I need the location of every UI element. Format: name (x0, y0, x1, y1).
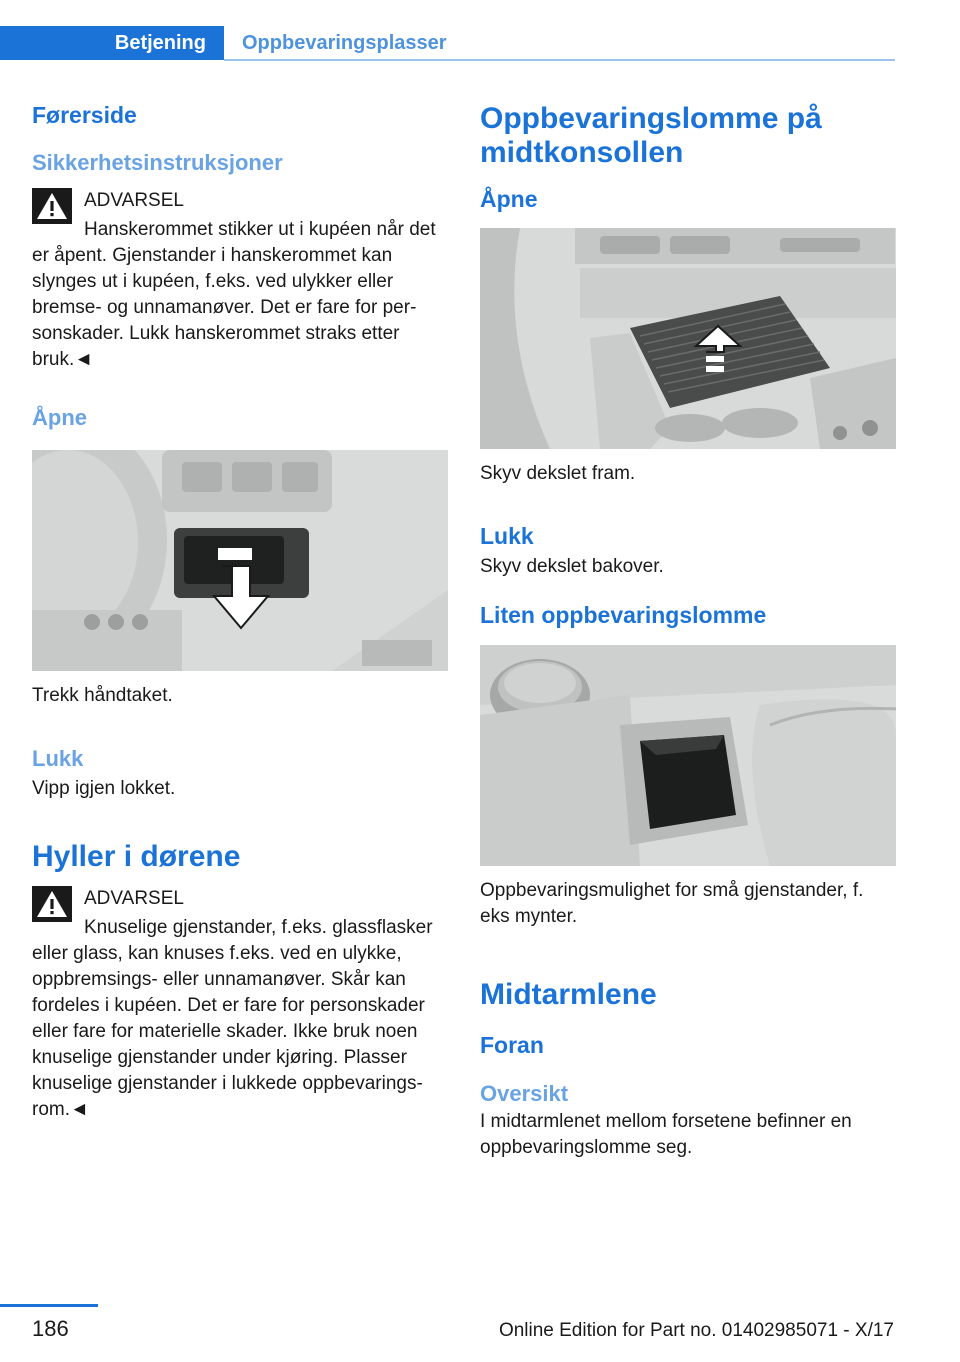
caption-small-items: Oppbevaringsmulighet for små gjenstander, f. eks mynter. (480, 880, 864, 927)
warning-text: Hanskerommet stikker ut i kupéen når det er åpent. Gjenstander i hanskerommet kan slynges ut i kupéen, f.eks. ved ulykker eller bremse- og unnamanøver. Det er fare for personskader. Lukk hanskerommet straks etter bruk.◄ (32, 219, 436, 370)
heading-open: Åpne (480, 186, 538, 212)
heading-overview: Oversikt (480, 1081, 569, 1106)
left-column (32, 96, 448, 1123)
text-close: Skyv dekslet bakover. (480, 556, 664, 577)
small-compartment-photo (480, 645, 896, 866)
footer-rule (0, 1304, 98, 1307)
heading-small-compartment: Liten oppbevaringslomme (480, 602, 767, 628)
edition-text: Online Edition for Part no. 01402985071 - X/17 (498, 1320, 894, 1341)
heading-door-shelves: Hyller i dørene (32, 840, 241, 873)
center-console-photo (480, 228, 896, 449)
heading-driver-side: Førerside (32, 102, 137, 128)
tab-betjening[interactable]: Betjening (0, 26, 224, 60)
heading-open: Åpne (32, 405, 87, 430)
heading-center-console: Oppbevaringslomme på midtkonsollen (480, 102, 822, 169)
caption-pull-handle: Trekk håndtaket. (32, 685, 173, 706)
text-close: Vipp igjen lokket. (32, 778, 176, 799)
warning-fragile (32, 886, 448, 1123)
warning-title: ADVARSEL (84, 888, 184, 909)
warning-title: ADVARSEL (84, 190, 184, 211)
glovebox-photo (32, 450, 448, 671)
header-tabs (0, 0, 895, 60)
caption-push-cover: Skyv dekslet fram. (480, 463, 636, 484)
text-overview: I midtarmlenet mellom forsetene befinner en oppbevaringslomme seg. (480, 1111, 852, 1158)
heading-front: Foran (480, 1032, 544, 1058)
heading-close: Lukk (32, 746, 84, 771)
warning-glovebox (32, 188, 448, 373)
warning-text: Knuselige gjenstander, f.eks. glassflasker eller glass, kan knuses f.eks. ved en ulykke, oppbremsings- eller unnamanøver. Skår kan fordeles i kupéen. Det er fare for personskader eller fare for materielle skader. Ikke bruk noen knuselige gjenstander under kjøring. Plasser knuselige gjenstander i lukkede oppbevaringsrom.◄ (32, 917, 433, 1120)
right-column (480, 96, 896, 1161)
heading-armrest: Midtarmlene (480, 978, 657, 1011)
tab-oppbevaringsplasser[interactable]: Oppbevaringsplasser (242, 31, 447, 54)
header-rule (224, 59, 895, 61)
heading-safety: Sikkerhetsinstruksjoner (32, 150, 283, 175)
page-number: 186 (32, 1316, 69, 1341)
heading-close: Lukk (480, 523, 534, 549)
warning-icon (32, 188, 72, 224)
warning-icon (32, 886, 72, 922)
